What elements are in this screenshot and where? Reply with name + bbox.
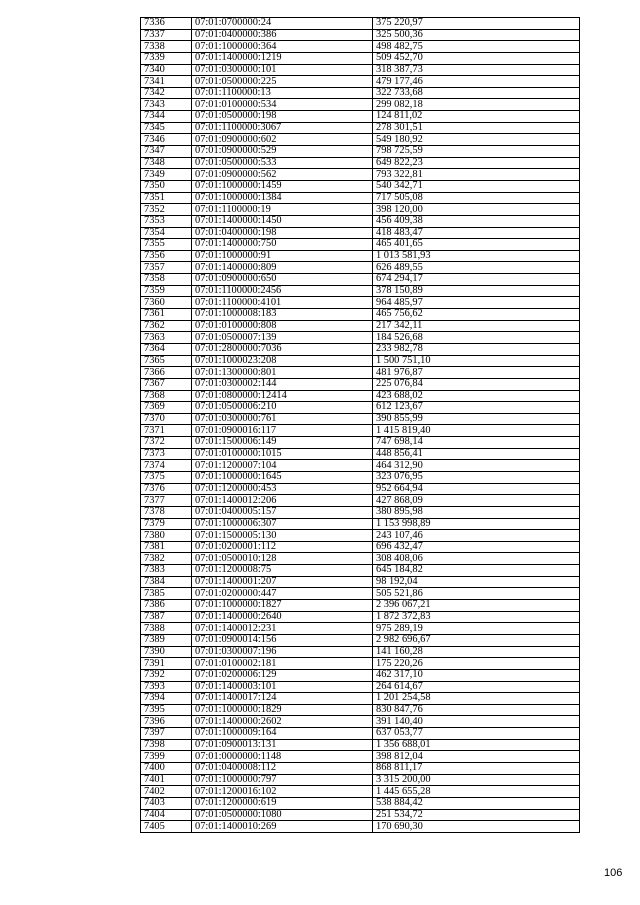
value-cell: 868 811,17 bbox=[373, 763, 580, 775]
row-number-cell: 7344 bbox=[141, 111, 192, 123]
value-cell: 423 688,02 bbox=[373, 390, 580, 402]
registry-table bbox=[140, 17, 580, 833]
cadastral-number-cell: 07:01:1400012:231 bbox=[192, 623, 373, 635]
row-number-cell: 7405 bbox=[141, 821, 192, 833]
value-cell: 1 872 372,83 bbox=[373, 611, 580, 623]
table-row bbox=[141, 309, 580, 321]
row-number-cell: 7340 bbox=[141, 64, 192, 76]
value-cell: 184 526,68 bbox=[373, 332, 580, 344]
row-number-cell: 7357 bbox=[141, 262, 192, 274]
row-number-cell: 7392 bbox=[141, 669, 192, 681]
registry-table-body bbox=[141, 18, 580, 833]
table-row bbox=[141, 797, 580, 809]
cadastral-number-cell: 07:01:1500006:149 bbox=[192, 437, 373, 449]
table-row bbox=[141, 215, 580, 227]
cadastral-number-cell: 07:01:1100000:2456 bbox=[192, 285, 373, 297]
row-number-cell: 7373 bbox=[141, 448, 192, 460]
row-number-cell: 7398 bbox=[141, 739, 192, 751]
row-number-cell: 7343 bbox=[141, 99, 192, 111]
table-row bbox=[141, 332, 580, 344]
cadastral-number-cell: 07:01:1500005:130 bbox=[192, 530, 373, 542]
cadastral-number-cell: 07:01:1400000:750 bbox=[192, 239, 373, 251]
table-row bbox=[141, 821, 580, 833]
table-row bbox=[141, 250, 580, 262]
cadastral-number-cell: 07:01:0200000:447 bbox=[192, 588, 373, 600]
table-row bbox=[141, 402, 580, 414]
row-number-cell: 7339 bbox=[141, 52, 192, 64]
table-row bbox=[141, 111, 580, 123]
value-cell: 626 489,55 bbox=[373, 262, 580, 274]
cadastral-number-cell: 07:01:1400003:101 bbox=[192, 681, 373, 693]
value-cell: 322 733,68 bbox=[373, 87, 580, 99]
table-row bbox=[141, 634, 580, 646]
cadastral-number-cell: 07:01:1000000:797 bbox=[192, 774, 373, 786]
value-cell: 793 322,81 bbox=[373, 169, 580, 181]
table-row bbox=[141, 553, 580, 565]
cadastral-number-cell: 07:01:1100000:3067 bbox=[192, 122, 373, 134]
table-row bbox=[141, 378, 580, 390]
table-row bbox=[141, 483, 580, 495]
value-cell: 479 177,46 bbox=[373, 76, 580, 88]
row-number-cell: 7389 bbox=[141, 634, 192, 646]
table-row bbox=[141, 530, 580, 542]
row-number-cell: 7380 bbox=[141, 530, 192, 542]
table-row bbox=[141, 611, 580, 623]
cadastral-number-cell: 07:01:1400000:1219 bbox=[192, 52, 373, 64]
table-row bbox=[141, 448, 580, 460]
cadastral-number-cell: 07:01:1000000:1827 bbox=[192, 600, 373, 612]
cadastral-number-cell: 07:01:0500000:225 bbox=[192, 76, 373, 88]
value-cell: 649 822,23 bbox=[373, 157, 580, 169]
cadastral-number-cell: 07:01:0500010:128 bbox=[192, 553, 373, 565]
table-row bbox=[141, 600, 580, 612]
table-row bbox=[141, 437, 580, 449]
cadastral-number-cell: 07:01:1400012:206 bbox=[192, 495, 373, 507]
table-row bbox=[141, 774, 580, 786]
value-cell: 540 342,71 bbox=[373, 180, 580, 192]
cadastral-number-cell: 07:01:0900014:156 bbox=[192, 634, 373, 646]
cadastral-number-cell: 07:01:1400000:809 bbox=[192, 262, 373, 274]
value-cell: 1 356 688,01 bbox=[373, 739, 580, 751]
value-cell: 391 140,40 bbox=[373, 716, 580, 728]
value-cell: 462 317,10 bbox=[373, 669, 580, 681]
cadastral-number-cell: 07:01:2800000:7036 bbox=[192, 343, 373, 355]
value-cell: 2 396 067,21 bbox=[373, 600, 580, 612]
row-number-cell: 7367 bbox=[141, 378, 192, 390]
table-row bbox=[141, 99, 580, 111]
value-cell: 798 725,59 bbox=[373, 146, 580, 158]
table-row bbox=[141, 157, 580, 169]
row-number-cell: 7360 bbox=[141, 297, 192, 309]
cadastral-number-cell: 07:01:1000000:1645 bbox=[192, 471, 373, 483]
row-number-cell: 7397 bbox=[141, 728, 192, 740]
row-number-cell: 7403 bbox=[141, 797, 192, 809]
page-number: 106 bbox=[604, 867, 623, 879]
cadastral-number-cell: 07:01:0500006:210 bbox=[192, 402, 373, 414]
cadastral-number-cell: 07:01:1100000:13 bbox=[192, 87, 373, 99]
table-row bbox=[141, 227, 580, 239]
table-row bbox=[141, 262, 580, 274]
cadastral-number-cell: 07:01:0100000:1015 bbox=[192, 448, 373, 460]
row-number-cell: 7383 bbox=[141, 565, 192, 577]
table-row bbox=[141, 146, 580, 158]
row-number-cell: 7347 bbox=[141, 146, 192, 158]
value-cell: 3 315 200,00 bbox=[373, 774, 580, 786]
table-row bbox=[141, 623, 580, 635]
value-cell: 465 401,65 bbox=[373, 239, 580, 251]
value-cell: 217 342,11 bbox=[373, 320, 580, 332]
row-number-cell: 7385 bbox=[141, 588, 192, 600]
cadastral-number-cell: 07:01:0800000:12414 bbox=[192, 390, 373, 402]
table-row bbox=[141, 460, 580, 472]
table-row bbox=[141, 786, 580, 798]
value-cell: 481 976,87 bbox=[373, 367, 580, 379]
value-cell: 380 895,98 bbox=[373, 506, 580, 518]
cadastral-number-cell: 07:01:1100000:19 bbox=[192, 204, 373, 216]
value-cell: 674 294,17 bbox=[373, 274, 580, 286]
cadastral-number-cell: 07:01:0500000:533 bbox=[192, 157, 373, 169]
table-row bbox=[141, 646, 580, 658]
value-cell: 98 192,04 bbox=[373, 576, 580, 588]
table-row bbox=[141, 87, 580, 99]
value-cell: 612 123,67 bbox=[373, 402, 580, 414]
table-row bbox=[141, 274, 580, 286]
value-cell: 299 082,18 bbox=[373, 99, 580, 111]
row-number-cell: 7372 bbox=[141, 437, 192, 449]
value-cell: 1 013 581,93 bbox=[373, 250, 580, 262]
row-number-cell: 7371 bbox=[141, 425, 192, 437]
row-number-cell: 7395 bbox=[141, 704, 192, 716]
row-number-cell: 7353 bbox=[141, 215, 192, 227]
row-number-cell: 7346 bbox=[141, 134, 192, 146]
cadastral-number-cell: 07:01:1400001:207 bbox=[192, 576, 373, 588]
row-number-cell: 7363 bbox=[141, 332, 192, 344]
cadastral-number-cell: 07:01:0300000:101 bbox=[192, 64, 373, 76]
row-number-cell: 7351 bbox=[141, 192, 192, 204]
row-number-cell: 7388 bbox=[141, 623, 192, 635]
cadastral-number-cell: 07:01:1000000:364 bbox=[192, 41, 373, 53]
table-row bbox=[141, 518, 580, 530]
row-number-cell: 7354 bbox=[141, 227, 192, 239]
row-number-cell: 7364 bbox=[141, 343, 192, 355]
row-number-cell: 7393 bbox=[141, 681, 192, 693]
row-number-cell: 7375 bbox=[141, 471, 192, 483]
value-cell: 264 614,67 bbox=[373, 681, 580, 693]
value-cell: 975 289,19 bbox=[373, 623, 580, 635]
table-row bbox=[141, 29, 580, 41]
cadastral-number-cell: 07:01:0400000:198 bbox=[192, 227, 373, 239]
table-row bbox=[141, 576, 580, 588]
value-cell: 225 076,84 bbox=[373, 378, 580, 390]
cadastral-number-cell: 07:01:0200001:112 bbox=[192, 541, 373, 553]
row-number-cell: 7394 bbox=[141, 693, 192, 705]
table-row bbox=[141, 413, 580, 425]
cadastral-number-cell: 07:01:1000000:91 bbox=[192, 250, 373, 262]
value-cell: 175 220,26 bbox=[373, 658, 580, 670]
table-row bbox=[141, 751, 580, 763]
row-number-cell: 7370 bbox=[141, 413, 192, 425]
cadastral-number-cell: 07:01:0900000:529 bbox=[192, 146, 373, 158]
value-cell: 747 698,14 bbox=[373, 437, 580, 449]
row-number-cell: 7381 bbox=[141, 541, 192, 553]
table-row bbox=[141, 506, 580, 518]
table-row bbox=[141, 41, 580, 53]
cadastral-number-cell: 07:01:0400008:112 bbox=[192, 763, 373, 775]
cadastral-number-cell: 07:01:0900000:602 bbox=[192, 134, 373, 146]
row-number-cell: 7368 bbox=[141, 390, 192, 402]
table-row bbox=[141, 239, 580, 251]
row-number-cell: 7390 bbox=[141, 646, 192, 658]
value-cell: 538 884,42 bbox=[373, 797, 580, 809]
row-number-cell: 7377 bbox=[141, 495, 192, 507]
value-cell: 243 107,46 bbox=[373, 530, 580, 542]
row-number-cell: 7350 bbox=[141, 180, 192, 192]
value-cell: 418 483,47 bbox=[373, 227, 580, 239]
value-cell: 505 521,86 bbox=[373, 588, 580, 600]
value-cell: 1 153 998,89 bbox=[373, 518, 580, 530]
table-row bbox=[141, 541, 580, 553]
row-number-cell: 7359 bbox=[141, 285, 192, 297]
value-cell: 1 445 655,28 bbox=[373, 786, 580, 798]
table-row bbox=[141, 343, 580, 355]
value-cell: 964 485,97 bbox=[373, 297, 580, 309]
row-number-cell: 7358 bbox=[141, 274, 192, 286]
table-row bbox=[141, 76, 580, 88]
table-row bbox=[141, 320, 580, 332]
value-cell: 509 452,70 bbox=[373, 52, 580, 64]
value-cell: 549 180,92 bbox=[373, 134, 580, 146]
cadastral-number-cell: 07:01:0900016:117 bbox=[192, 425, 373, 437]
row-number-cell: 7374 bbox=[141, 460, 192, 472]
value-cell: 465 756,62 bbox=[373, 309, 580, 321]
row-number-cell: 7365 bbox=[141, 355, 192, 367]
cadastral-number-cell: 07:01:0500007:139 bbox=[192, 332, 373, 344]
row-number-cell: 7379 bbox=[141, 518, 192, 530]
cadastral-number-cell: 07:01:1400000:2640 bbox=[192, 611, 373, 623]
table-row bbox=[141, 763, 580, 775]
value-cell: 141 160,28 bbox=[373, 646, 580, 658]
cadastral-number-cell: 07:01:0700000:24 bbox=[192, 18, 373, 30]
row-number-cell: 7362 bbox=[141, 320, 192, 332]
cadastral-number-cell: 07:01:0900013:131 bbox=[192, 739, 373, 751]
cadastral-number-cell: 07:01:1300000:801 bbox=[192, 367, 373, 379]
table-row bbox=[141, 728, 580, 740]
row-number-cell: 7338 bbox=[141, 41, 192, 53]
table-row bbox=[141, 355, 580, 367]
row-number-cell: 7348 bbox=[141, 157, 192, 169]
row-number-cell: 7386 bbox=[141, 600, 192, 612]
row-number-cell: 7336 bbox=[141, 18, 192, 30]
value-cell: 1 500 751,10 bbox=[373, 355, 580, 367]
row-number-cell: 7342 bbox=[141, 87, 192, 99]
cadastral-number-cell: 07:01:0100000:808 bbox=[192, 320, 373, 332]
row-number-cell: 7396 bbox=[141, 716, 192, 728]
value-cell: 830 847,76 bbox=[373, 704, 580, 716]
table-row bbox=[141, 588, 580, 600]
cadastral-number-cell: 07:01:0100000:534 bbox=[192, 99, 373, 111]
table-row bbox=[141, 64, 580, 76]
row-number-cell: 7366 bbox=[141, 367, 192, 379]
value-cell: 308 408,06 bbox=[373, 553, 580, 565]
value-cell: 318 387,73 bbox=[373, 64, 580, 76]
row-number-cell: 7345 bbox=[141, 122, 192, 134]
table-row bbox=[141, 134, 580, 146]
cadastral-number-cell: 07:01:1200000:619 bbox=[192, 797, 373, 809]
cadastral-number-cell: 07:01:0500000:1080 bbox=[192, 809, 373, 821]
cadastral-number-cell: 07:01:1000000:1829 bbox=[192, 704, 373, 716]
cadastral-number-cell: 07:01:0900000:562 bbox=[192, 169, 373, 181]
value-cell: 952 664,94 bbox=[373, 483, 580, 495]
value-cell: 124 811,02 bbox=[373, 111, 580, 123]
cadastral-number-cell: 07:01:1200000:453 bbox=[192, 483, 373, 495]
row-number-cell: 7378 bbox=[141, 506, 192, 518]
cadastral-number-cell: 07:01:1200016:102 bbox=[192, 786, 373, 798]
table-row bbox=[141, 192, 580, 204]
value-cell: 645 184,82 bbox=[373, 565, 580, 577]
cadastral-number-cell: 07:01:1000023:208 bbox=[192, 355, 373, 367]
value-cell: 2 982 696,67 bbox=[373, 634, 580, 646]
table-row bbox=[141, 390, 580, 402]
row-number-cell: 7402 bbox=[141, 786, 192, 798]
table-row bbox=[141, 716, 580, 728]
value-cell: 427 868,09 bbox=[373, 495, 580, 507]
value-cell: 323 076,95 bbox=[373, 471, 580, 483]
cadastral-number-cell: 07:01:0300002:144 bbox=[192, 378, 373, 390]
value-cell: 278 301,51 bbox=[373, 122, 580, 134]
row-number-cell: 7352 bbox=[141, 204, 192, 216]
cadastral-number-cell: 07:01:0300007:196 bbox=[192, 646, 373, 658]
value-cell: 170 690,30 bbox=[373, 821, 580, 833]
row-number-cell: 7382 bbox=[141, 553, 192, 565]
cadastral-number-cell: 07:01:1000006:307 bbox=[192, 518, 373, 530]
cadastral-number-cell: 07:01:1000000:1384 bbox=[192, 192, 373, 204]
row-number-cell: 7399 bbox=[141, 751, 192, 763]
value-cell: 325 500,36 bbox=[373, 29, 580, 41]
table-row bbox=[141, 169, 580, 181]
table-row bbox=[141, 693, 580, 705]
value-cell: 637 053,77 bbox=[373, 728, 580, 740]
value-cell: 233 982,78 bbox=[373, 343, 580, 355]
cadastral-number-cell: 07:01:0400000:386 bbox=[192, 29, 373, 41]
row-number-cell: 7391 bbox=[141, 658, 192, 670]
table-row bbox=[141, 669, 580, 681]
row-number-cell: 7401 bbox=[141, 774, 192, 786]
value-cell: 398 812,04 bbox=[373, 751, 580, 763]
row-number-cell: 7361 bbox=[141, 309, 192, 321]
table-row bbox=[141, 681, 580, 693]
table-row bbox=[141, 471, 580, 483]
row-number-cell: 7384 bbox=[141, 576, 192, 588]
table-row bbox=[141, 367, 580, 379]
table-row bbox=[141, 565, 580, 577]
row-number-cell: 7376 bbox=[141, 483, 192, 495]
value-cell: 464 312,90 bbox=[373, 460, 580, 472]
value-cell: 1 201 254,58 bbox=[373, 693, 580, 705]
table-row bbox=[141, 52, 580, 64]
row-number-cell: 7404 bbox=[141, 809, 192, 821]
table-row bbox=[141, 495, 580, 507]
value-cell: 696 432,47 bbox=[373, 541, 580, 553]
table-row bbox=[141, 809, 580, 821]
table-row bbox=[141, 658, 580, 670]
cadastral-number-cell: 07:01:0500000:198 bbox=[192, 111, 373, 123]
row-number-cell: 7369 bbox=[141, 402, 192, 414]
value-cell: 390 855,99 bbox=[373, 413, 580, 425]
row-number-cell: 7355 bbox=[141, 239, 192, 251]
cadastral-number-cell: 07:01:1000000:1459 bbox=[192, 180, 373, 192]
value-cell: 717 505,08 bbox=[373, 192, 580, 204]
row-number-cell: 7349 bbox=[141, 169, 192, 181]
cadastral-number-cell: 07:01:1000008:183 bbox=[192, 309, 373, 321]
row-number-cell: 7356 bbox=[141, 250, 192, 262]
value-cell: 251 534,72 bbox=[373, 809, 580, 821]
table-row bbox=[141, 18, 580, 30]
cadastral-number-cell: 07:01:0000000:1148 bbox=[192, 751, 373, 763]
cadastral-number-cell: 07:01:1400010:269 bbox=[192, 821, 373, 833]
cadastral-number-cell: 07:01:0400005:157 bbox=[192, 506, 373, 518]
cadastral-number-cell: 07:01:1400000:2602 bbox=[192, 716, 373, 728]
cadastral-number-cell: 07:01:0200006:129 bbox=[192, 669, 373, 681]
cadastral-number-cell: 07:01:1100000:4101 bbox=[192, 297, 373, 309]
row-number-cell: 7400 bbox=[141, 763, 192, 775]
row-number-cell: 7337 bbox=[141, 29, 192, 41]
table-row bbox=[141, 425, 580, 437]
cadastral-number-cell: 07:01:1400000:1450 bbox=[192, 215, 373, 227]
table-row bbox=[141, 739, 580, 751]
value-cell: 456 409,38 bbox=[373, 215, 580, 227]
cadastral-number-cell: 07:01:0900000:650 bbox=[192, 274, 373, 286]
value-cell: 498 482,75 bbox=[373, 41, 580, 53]
cadastral-number-cell: 07:01:0100002:181 bbox=[192, 658, 373, 670]
value-cell: 448 856,41 bbox=[373, 448, 580, 460]
value-cell: 378 150,89 bbox=[373, 285, 580, 297]
value-cell: 398 120,00 bbox=[373, 204, 580, 216]
cadastral-number-cell: 07:01:1200007:104 bbox=[192, 460, 373, 472]
registry-table-container bbox=[140, 17, 579, 833]
cadastral-number-cell: 07:01:1400017:124 bbox=[192, 693, 373, 705]
value-cell: 375 220,97 bbox=[373, 18, 580, 30]
table-row bbox=[141, 297, 580, 309]
value-cell: 1 415 819,40 bbox=[373, 425, 580, 437]
row-number-cell: 7387 bbox=[141, 611, 192, 623]
cadastral-number-cell: 07:01:0300000:761 bbox=[192, 413, 373, 425]
table-row bbox=[141, 180, 580, 192]
cadastral-number-cell: 07:01:1200008:75 bbox=[192, 565, 373, 577]
cadastral-number-cell: 07:01:1000009:164 bbox=[192, 728, 373, 740]
table-row bbox=[141, 122, 580, 134]
table-row bbox=[141, 204, 580, 216]
row-number-cell: 7341 bbox=[141, 76, 192, 88]
table-row bbox=[141, 285, 580, 297]
table-row bbox=[141, 704, 580, 716]
